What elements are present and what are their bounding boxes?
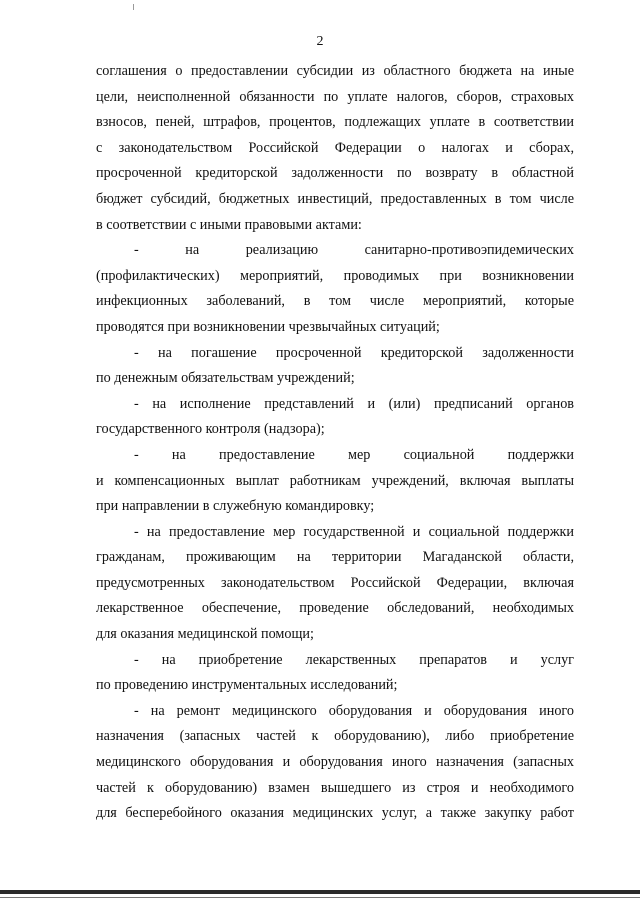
bottom-border [0,890,640,894]
text-line: - на приобретение лекарственных препаратов и услуг [134,651,574,668]
bottom-border-thin [0,897,640,898]
text-line: медицинского оборудования и оборудования иного назначения (запасных [96,754,574,771]
paragraph [96,443,574,520]
paragraph [96,392,574,443]
text-line: по денежным обязательствам учреждений; [96,370,355,387]
text-line: взносов, пеней, штрафов, процентов, подлежащих уплате в соответствии [96,114,574,131]
document-body [96,59,574,827]
text-line: при направлении в служебную командировку; [96,498,375,515]
paragraph [96,520,574,648]
text-line: - на реализацию санитарно-противоэпидемических [134,242,574,259]
text-line: для оказания медицинской помощи; [96,626,314,643]
text-line: в соответствии с иными правовыми актами: [96,216,362,233]
text-line: с законодательством Российской Федерации о налогах и сборах, [96,139,574,156]
text-line: и компенсационных выплат работникам учреждений, включая выплаты [96,472,574,489]
text-line: предусмотренных законодательством Российской Федерации, включая [96,574,574,591]
text-line: гражданам, проживающим на территории Магаданской области, [96,549,574,566]
paragraph [96,699,574,827]
text-line: - на погашение просроченной кредиторской задолженности [134,344,574,361]
text-line: по проведению инструментальных исследований; [96,677,398,694]
page-number: 2 [316,34,324,49]
scan-mark [133,4,134,10]
text-line: проводятся при возникновении чрезвычайных ситуаций; [96,318,440,335]
text-line: частей к оборудованию) взамен вышедшего из строя и необходимого [96,779,574,796]
text-line: (профилактических) мероприятий, проводимых при возникновении [96,267,574,284]
paragraph [96,341,574,392]
paragraph [96,59,574,238]
text-line: цели, неисполненной обязанности по уплате налогов, сборов, страховых [96,88,574,105]
text-line: соглашения о предоставлении субсидии из областного бюджета на иные [96,63,574,79]
text-line: инфекционных заболеваний, в том числе мероприятий, которые [96,293,574,310]
text-line: государственного контроля (надзора); [96,421,325,438]
text-line: просроченной кредиторской задолженности по возврату в областной [96,165,574,182]
text-line: - на исполнение представлений и (или) предписаний органов [134,395,574,412]
text-line: - на ремонт медицинского оборудования и оборудования иного [134,702,574,719]
text-line: назначения (запасных частей к оборудованию), либо приобретение [96,728,574,745]
paragraph [96,648,574,699]
text-line: - на предоставление мер социальной поддержки [134,446,574,463]
text-line: бюджет субсидий, бюджетных инвестиций, предоставленных в том числе [96,190,574,207]
text-line: - на предоставление мер государственной и социальной поддержки [134,523,574,540]
paragraph [96,238,574,340]
text-line: для бесперебойного оказания медицинских услуг, а также закупку работ [96,805,574,822]
text-line: лекарственное обеспечение, проведение обследований, необходимых [96,600,574,617]
